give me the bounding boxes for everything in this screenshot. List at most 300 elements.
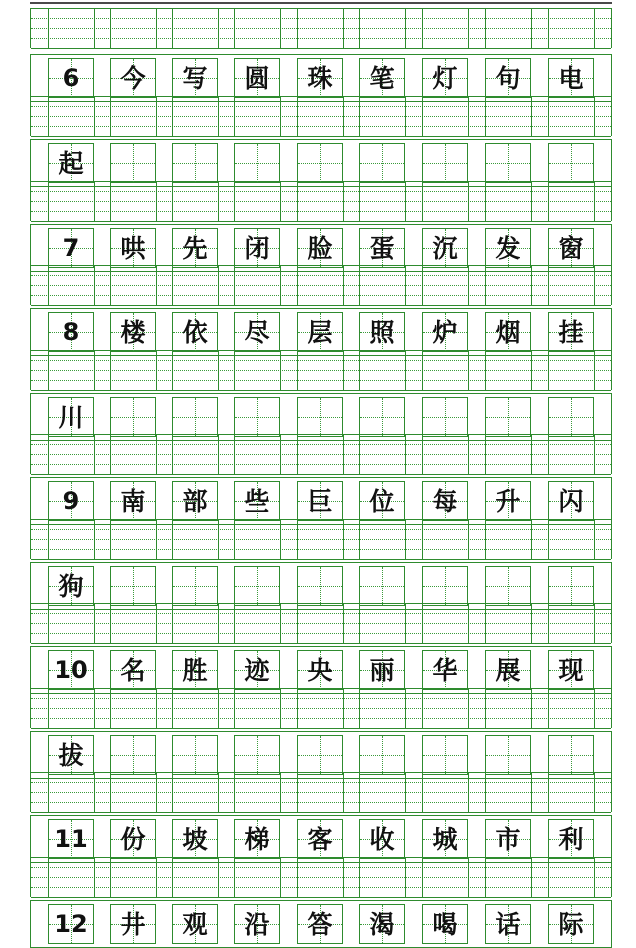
character-cell <box>297 481 343 521</box>
character-text <box>360 144 404 182</box>
pinyin-column-line <box>485 8 486 48</box>
character-text: 楼 <box>120 317 146 347</box>
character-cell <box>485 481 531 521</box>
character-text <box>111 567 155 605</box>
pinyin-column-line <box>48 181 49 221</box>
pinyin-column-line <box>110 519 111 559</box>
pinyin-column-line <box>156 96 157 136</box>
pinyin-column-line <box>468 181 469 221</box>
character-text: 拔 <box>58 740 84 770</box>
pinyin-column-line <box>422 181 423 221</box>
pinyin-column-line <box>297 688 298 728</box>
pinyin-column-line <box>548 519 549 559</box>
blank-practice-cell <box>297 566 343 606</box>
blank-practice-cell <box>485 143 531 183</box>
pinyin-guide-line <box>31 802 611 803</box>
lesson-number-cell <box>48 819 94 859</box>
pinyin-column-line <box>468 8 469 48</box>
pinyin-guide-line <box>31 529 611 530</box>
pinyin-guide-line <box>31 444 611 445</box>
character-row <box>30 308 612 356</box>
character-text: 闪 <box>558 486 584 516</box>
pinyin-column-line <box>156 8 157 48</box>
pinyin-guide-line <box>31 116 611 117</box>
character-text: 利 <box>558 824 584 854</box>
character-text <box>173 144 217 182</box>
pinyin-band <box>30 181 612 221</box>
pinyin-column-line <box>172 96 173 136</box>
character-text <box>549 398 593 436</box>
pinyin-column-line <box>156 857 157 897</box>
pinyin-column-line <box>234 350 235 390</box>
character-text: 央 <box>307 655 333 685</box>
pinyin-column-line <box>531 96 532 136</box>
pinyin-column-line <box>548 8 549 48</box>
character-cell <box>485 228 531 268</box>
character-cell <box>422 312 468 352</box>
character-cell <box>48 143 94 183</box>
pinyin-column-line <box>234 519 235 559</box>
pinyin-guide-line <box>31 539 611 540</box>
pinyin-column-line <box>280 8 281 48</box>
character-text <box>360 398 404 436</box>
character-cell <box>359 904 405 944</box>
character-text: 圆 <box>244 63 270 93</box>
pinyin-column-line <box>594 519 595 559</box>
character-text: 梯 <box>244 824 270 854</box>
pinyin-column-line <box>234 96 235 136</box>
character-cell <box>110 650 156 690</box>
pinyin-column-line <box>359 857 360 897</box>
pinyin-band <box>30 857 612 897</box>
character-cell <box>234 58 280 98</box>
character-text: 迹 <box>244 655 270 685</box>
character-text <box>486 736 530 774</box>
pinyin-column-line <box>485 519 486 559</box>
pinyin-column-line <box>48 857 49 897</box>
pinyin-column-line <box>531 688 532 728</box>
pinyin-column-line <box>94 519 95 559</box>
pinyin-column-line <box>343 519 344 559</box>
character-cell <box>485 58 531 98</box>
character-text <box>549 144 593 182</box>
pinyin-column-line <box>234 688 235 728</box>
character-cell <box>422 58 468 98</box>
character-text: 巨 <box>307 486 333 516</box>
pinyin-column-line <box>343 8 344 48</box>
character-row <box>30 224 612 272</box>
character-text <box>111 144 155 182</box>
character-text <box>360 567 404 605</box>
pinyin-guide-line <box>31 867 611 868</box>
pinyin-column-line <box>485 688 486 728</box>
pinyin-column-line <box>110 96 111 136</box>
pinyin-column-line <box>110 350 111 390</box>
pinyin-guide-line <box>31 897 611 898</box>
pinyin-guide-line <box>31 370 611 371</box>
pinyin-column-line <box>594 8 595 48</box>
pinyin-guide-line <box>31 728 611 729</box>
pinyin-column-line <box>156 350 157 390</box>
character-cell <box>110 58 156 98</box>
pinyin-column-line <box>359 519 360 559</box>
pinyin-column-line <box>172 181 173 221</box>
character-cell <box>359 58 405 98</box>
pinyin-guide-line <box>31 18 611 19</box>
character-text <box>173 398 217 436</box>
character-text: 观 <box>182 909 208 939</box>
character-text: 丽 <box>369 655 395 685</box>
character-text: 依 <box>182 317 208 347</box>
pinyin-column-line <box>405 96 406 136</box>
character-text: 展 <box>495 655 521 685</box>
pinyin-column-line <box>297 857 298 897</box>
character-text: 笔 <box>369 63 395 93</box>
character-text: 市 <box>495 824 521 854</box>
pinyin-guide-line <box>31 792 611 793</box>
pinyin-column-line <box>172 857 173 897</box>
pinyin-column-line <box>422 8 423 48</box>
character-row <box>30 731 612 779</box>
pinyin-guide-line <box>31 782 611 783</box>
pinyin-column-line <box>359 688 360 728</box>
pinyin-column-line <box>548 857 549 897</box>
pinyin-column-line <box>156 688 157 728</box>
character-text <box>235 398 279 436</box>
character-cell <box>359 228 405 268</box>
character-cell <box>48 397 94 437</box>
pinyin-column-line <box>405 8 406 48</box>
pinyin-band <box>30 688 612 728</box>
character-text: 部 <box>182 486 208 516</box>
pinyin-guide-line <box>31 8 611 9</box>
character-text: 升 <box>495 486 521 516</box>
character-text: 狗 <box>58 571 84 601</box>
character-row <box>30 54 612 102</box>
pinyin-column-line <box>218 96 219 136</box>
pinyin-column-line <box>359 181 360 221</box>
pinyin-column-line <box>94 8 95 48</box>
character-text: 南 <box>120 486 146 516</box>
character-text: 挂 <box>558 317 584 347</box>
pinyin-column-line <box>234 8 235 48</box>
pinyin-column-line <box>343 857 344 897</box>
pinyin-column-line <box>172 8 173 48</box>
blank-practice-cell <box>234 397 280 437</box>
pinyin-column-line <box>468 688 469 728</box>
pinyin-guide-line <box>31 390 611 391</box>
pinyin-guide-line <box>31 221 611 222</box>
lesson-number: 7 <box>62 234 80 262</box>
pinyin-column-line <box>110 688 111 728</box>
lesson-number-cell <box>48 904 94 944</box>
character-cell <box>485 819 531 859</box>
pinyin-column-line <box>48 96 49 136</box>
pinyin-column-line <box>594 181 595 221</box>
pinyin-column-line <box>485 350 486 390</box>
character-cell <box>422 650 468 690</box>
blank-practice-cell <box>422 397 468 437</box>
character-text <box>111 736 155 774</box>
character-text <box>486 398 530 436</box>
character-text: 城 <box>432 824 458 854</box>
pinyin-column-line <box>280 96 281 136</box>
pinyin-column-line <box>297 181 298 221</box>
pinyin-column-line <box>594 857 595 897</box>
character-cell <box>48 566 94 606</box>
pinyin-column-line <box>156 519 157 559</box>
pinyin-column-line <box>548 350 549 390</box>
pinyin-column-line <box>485 96 486 136</box>
pinyin-column-line <box>297 96 298 136</box>
blank-practice-cell <box>297 143 343 183</box>
character-text: 沉 <box>432 233 458 263</box>
pinyin-column-line <box>531 857 532 897</box>
character-row <box>30 646 612 694</box>
pinyin-column-line <box>218 519 219 559</box>
pinyin-column-line <box>422 857 423 897</box>
pinyin-guide-line <box>31 454 611 455</box>
pinyin-guide-line <box>31 295 611 296</box>
character-text: 脸 <box>307 233 333 263</box>
character-cell <box>359 312 405 352</box>
blank-practice-cell <box>359 735 405 775</box>
character-cell <box>172 819 218 859</box>
pinyin-column-line <box>468 96 469 136</box>
character-text: 先 <box>182 233 208 263</box>
pinyin-column-line <box>422 350 423 390</box>
blank-practice-cell <box>110 566 156 606</box>
character-cell <box>172 481 218 521</box>
pinyin-column-line <box>94 688 95 728</box>
pinyin-guide-line <box>31 126 611 127</box>
character-text: 烟 <box>495 317 521 347</box>
pinyin-column-line <box>343 181 344 221</box>
character-text <box>111 398 155 436</box>
character-text: 灯 <box>432 63 458 93</box>
character-cell <box>48 735 94 775</box>
character-text: 写 <box>182 63 208 93</box>
character-cell <box>548 58 594 98</box>
pinyin-guide-line <box>31 812 611 813</box>
blank-practice-cell <box>172 735 218 775</box>
character-cell <box>172 58 218 98</box>
pinyin-column-line <box>218 857 219 897</box>
pinyin-column-line <box>343 350 344 390</box>
blank-practice-cell <box>485 397 531 437</box>
character-cell <box>110 312 156 352</box>
pinyin-band <box>30 350 612 390</box>
lesson-number-cell <box>48 312 94 352</box>
character-text: 今 <box>120 63 146 93</box>
character-cell <box>234 650 280 690</box>
character-text: 闭 <box>244 233 270 263</box>
character-cell <box>172 312 218 352</box>
character-text: 名 <box>120 655 146 685</box>
pinyin-column-line <box>94 96 95 136</box>
character-cell <box>110 904 156 944</box>
character-text: 现 <box>558 655 584 685</box>
pinyin-column-line <box>48 688 49 728</box>
lesson-number: 9 <box>62 487 80 515</box>
character-text <box>423 144 467 182</box>
blank-practice-cell <box>359 566 405 606</box>
pinyin-column-line <box>468 350 469 390</box>
character-text: 井 <box>120 909 146 939</box>
blank-practice-cell <box>548 566 594 606</box>
pinyin-column-line <box>172 519 173 559</box>
character-cell <box>297 58 343 98</box>
pinyin-column-line <box>531 181 532 221</box>
character-cell <box>297 228 343 268</box>
character-text: 每 <box>432 486 458 516</box>
pinyin-column-line <box>548 96 549 136</box>
character-text: 客 <box>307 824 333 854</box>
character-text: 蛋 <box>369 233 395 263</box>
character-text <box>298 736 342 774</box>
pinyin-guide-line <box>31 38 611 39</box>
pinyin-column-line <box>343 96 344 136</box>
blank-practice-cell <box>110 397 156 437</box>
character-cell <box>548 904 594 944</box>
character-cell <box>422 904 468 944</box>
character-cell <box>172 228 218 268</box>
character-text: 坡 <box>182 824 208 854</box>
pinyin-column-line <box>110 8 111 48</box>
character-text: 珠 <box>307 63 333 93</box>
pinyin-column-line <box>280 519 281 559</box>
pinyin-guide-line <box>31 623 611 624</box>
character-text: 胜 <box>182 655 208 685</box>
pinyin-column-line <box>359 8 360 48</box>
character-cell <box>422 819 468 859</box>
character-text: 句 <box>495 63 521 93</box>
character-text <box>235 567 279 605</box>
pinyin-guide-line <box>31 48 611 49</box>
character-cell <box>548 650 594 690</box>
character-text <box>423 736 467 774</box>
pinyin-column-line <box>422 688 423 728</box>
character-text: 哄 <box>120 233 146 263</box>
pinyin-column-line <box>531 350 532 390</box>
character-cell <box>548 312 594 352</box>
blank-practice-cell <box>172 143 218 183</box>
pinyin-column-line <box>594 350 595 390</box>
pinyin-column-line <box>359 96 360 136</box>
pinyin-column-line <box>218 181 219 221</box>
lesson-number: 10 <box>54 656 88 684</box>
pinyin-guide-line <box>31 633 611 634</box>
character-text <box>235 736 279 774</box>
character-cell <box>297 312 343 352</box>
character-text: 喝 <box>432 909 458 939</box>
character-cell <box>359 650 405 690</box>
pinyin-column-line <box>531 519 532 559</box>
blank-practice-cell <box>172 566 218 606</box>
character-text: 照 <box>369 317 395 347</box>
blank-practice-cell <box>422 566 468 606</box>
character-cell <box>234 481 280 521</box>
character-text: 收 <box>369 824 395 854</box>
top-rule <box>30 2 612 4</box>
pinyin-column-line <box>172 350 173 390</box>
character-text <box>173 567 217 605</box>
pinyin-column-line <box>172 688 173 728</box>
pinyin-column-line <box>280 857 281 897</box>
pinyin-guide-line <box>31 360 611 361</box>
character-cell <box>110 228 156 268</box>
character-text <box>298 398 342 436</box>
pinyin-column-line <box>405 519 406 559</box>
pinyin-column-line <box>297 519 298 559</box>
character-cell <box>485 312 531 352</box>
character-cell <box>297 904 343 944</box>
blank-practice-cell <box>359 143 405 183</box>
pinyin-column-line <box>280 181 281 221</box>
character-cell <box>297 819 343 859</box>
pinyin-band <box>30 96 612 136</box>
character-row <box>30 562 612 610</box>
blank-practice-cell <box>359 397 405 437</box>
pinyin-column-line <box>48 8 49 48</box>
character-row <box>30 393 612 441</box>
character-text <box>486 144 530 182</box>
pinyin-column-line <box>422 519 423 559</box>
blank-practice-cell <box>110 143 156 183</box>
blank-practice-cell <box>422 735 468 775</box>
blank-practice-cell <box>297 397 343 437</box>
pinyin-column-line <box>343 688 344 728</box>
pinyin-column-line <box>405 181 406 221</box>
pinyin-guide-line <box>31 275 611 276</box>
blank-practice-cell <box>485 566 531 606</box>
lesson-number-cell <box>48 650 94 690</box>
pinyin-column-line <box>234 857 235 897</box>
pinyin-column-line <box>405 857 406 897</box>
pinyin-column-line <box>468 519 469 559</box>
character-cell <box>234 228 280 268</box>
pinyin-guide-line <box>31 191 611 192</box>
character-text: 些 <box>244 486 270 516</box>
blank-practice-cell <box>172 397 218 437</box>
character-cell <box>359 481 405 521</box>
blank-practice-cell <box>234 143 280 183</box>
blank-practice-cell <box>548 143 594 183</box>
blank-practice-cell <box>234 566 280 606</box>
pinyin-column-line <box>594 96 595 136</box>
pinyin-column-line <box>485 857 486 897</box>
pinyin-guide-line <box>31 136 611 137</box>
character-text: 话 <box>495 909 521 939</box>
character-text <box>486 567 530 605</box>
lesson-number: 12 <box>54 910 88 938</box>
character-row <box>30 139 612 187</box>
pinyin-column-line <box>94 857 95 897</box>
character-cell <box>234 819 280 859</box>
pinyin-column-line <box>110 181 111 221</box>
pinyin-guide-line <box>31 613 611 614</box>
character-text: 窗 <box>558 233 584 263</box>
pinyin-guide-line <box>31 698 611 699</box>
character-text: 沿 <box>244 909 270 939</box>
character-cell <box>485 650 531 690</box>
character-text: 发 <box>495 233 521 263</box>
pinyin-guide-line <box>31 211 611 212</box>
pinyin-guide-line <box>31 474 611 475</box>
character-text: 层 <box>307 317 333 347</box>
blank-practice-cell <box>548 735 594 775</box>
pinyin-column-line <box>110 857 111 897</box>
